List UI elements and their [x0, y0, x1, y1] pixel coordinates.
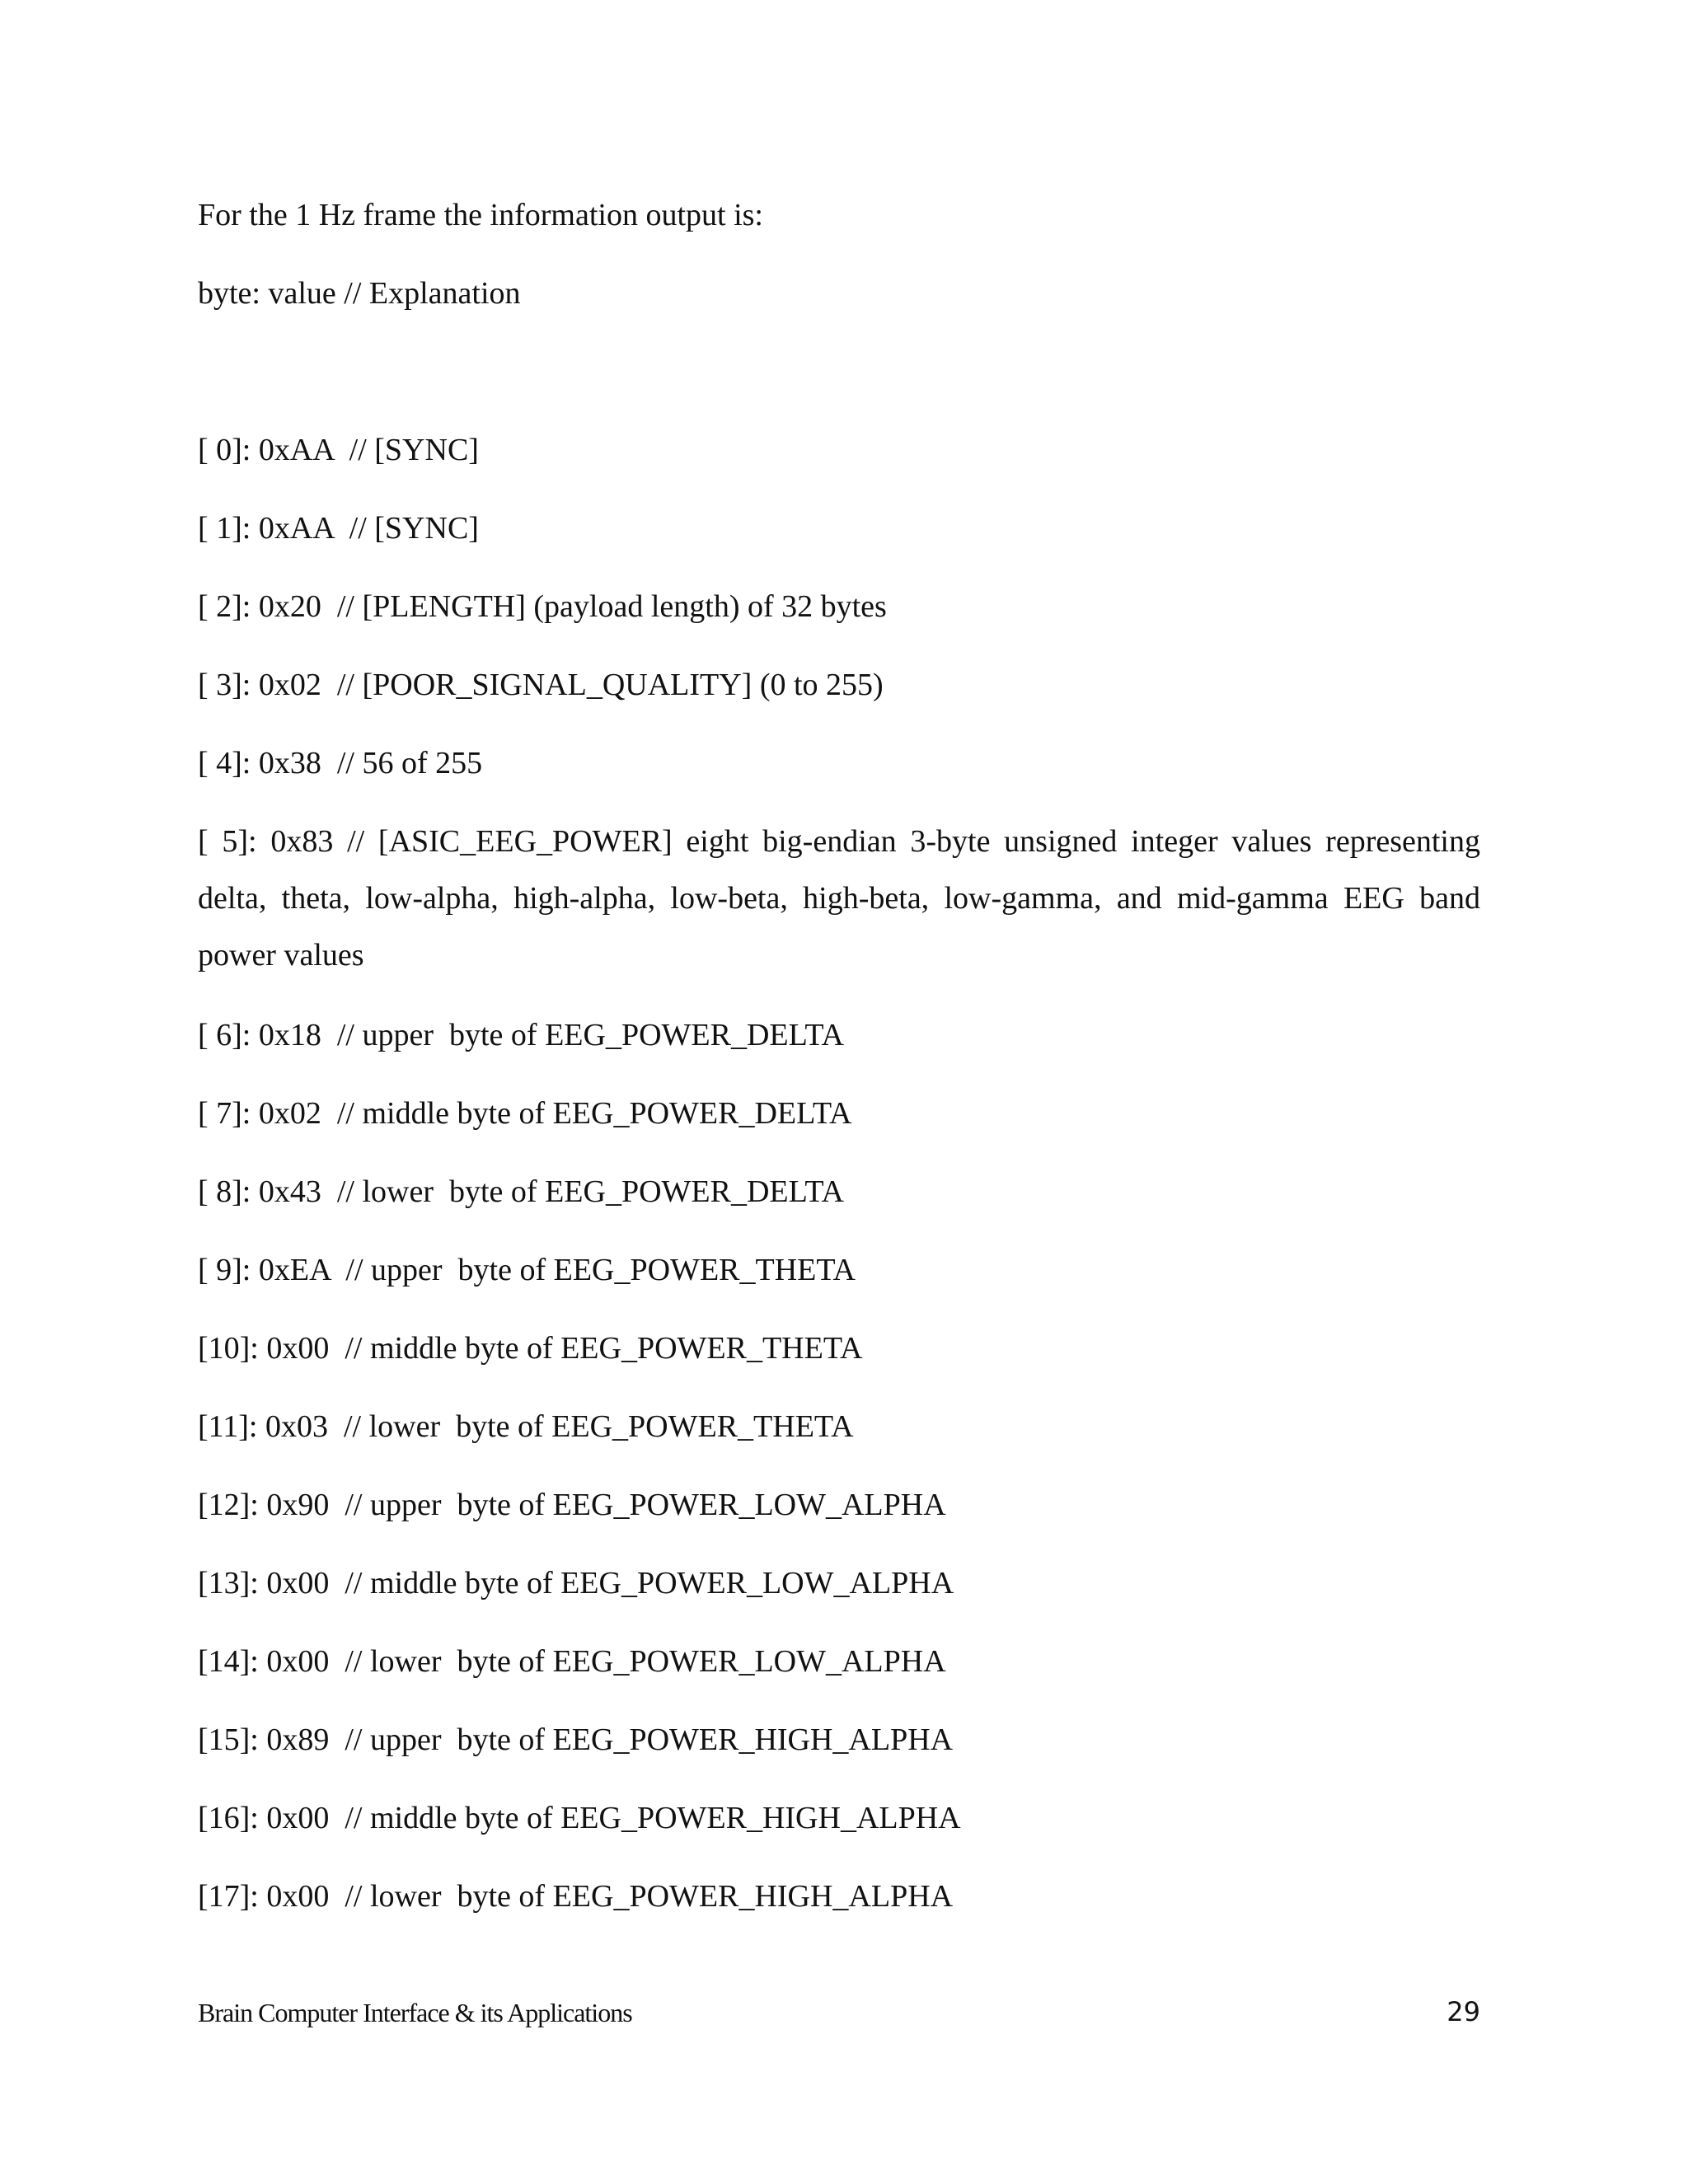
page-number: 29 [1447, 1996, 1480, 2027]
intro-heading: For the 1 Hz frame the information output is: [198, 198, 763, 232]
byte-line-8: [ 8]: 0x43 // lower byte of EEG_POWER_DELTA [198, 1174, 844, 1209]
byte-line-6: [ 6]: 0x18 // upper byte of EEG_POWER_DELTA [198, 1018, 844, 1052]
byte-line-0: [ 0]: 0xAA // [SYNC] [198, 433, 479, 467]
byte-line-10: [10]: 0x00 // middle byte of EEG_POWER_THETA [198, 1331, 863, 1366]
byte-line-5-paragraph: [ 5]: 0x83 // [ASIC_EEG_POWER] eight big-endian 3-byte unsigned integer values representing delta, theta, low-alpha, high-alpha, low-beta, high-beta, low-gamma, and mid-gamma EEG band power values [198, 824, 1480, 972]
byte-line-17: [17]: 0x00 // lower byte of EEG_POWER_HIGH_ALPHA [198, 1879, 954, 1914]
byte-line-16: [16]: 0x00 // middle byte of EEG_POWER_HIGH_ALPHA [198, 1801, 961, 1835]
footer-book-title: Brain Computer Interface & its Applications [198, 1998, 632, 2027]
byte-line-3: [ 3]: 0x02 // [POOR_SIGNAL_QUALITY] (0 to 255) [198, 668, 884, 702]
byte-legend: byte: value // Explanation [198, 276, 521, 311]
byte-line-1: [ 1]: 0xAA // [SYNC] [198, 511, 479, 546]
byte-line-13: [13]: 0x00 // middle byte of EEG_POWER_LOW_ALPHA [198, 1566, 954, 1601]
byte-line-2: [ 2]: 0x20 // [PLENGTH] (payload length) of 32 bytes [198, 589, 887, 624]
byte-line-12: [12]: 0x90 // upper byte of EEG_POWER_LOW_ALPHA [198, 1488, 946, 1522]
byte-line-9: [ 9]: 0xEA // upper byte of EEG_POWER_THETA [198, 1253, 856, 1287]
byte-line-14: [14]: 0x00 // lower byte of EEG_POWER_LOW_ALPHA [198, 1644, 946, 1679]
byte-line-7: [ 7]: 0x02 // middle byte of EEG_POWER_DELTA [198, 1096, 852, 1131]
byte-line-15: [15]: 0x89 // upper byte of EEG_POWER_HIGH_ALPHA [198, 1722, 954, 1757]
byte-line-11: [11]: 0x03 // lower byte of EEG_POWER_THETA [198, 1409, 854, 1444]
byte-line-4: [ 4]: 0x38 // 56 of 255 [198, 746, 483, 780]
